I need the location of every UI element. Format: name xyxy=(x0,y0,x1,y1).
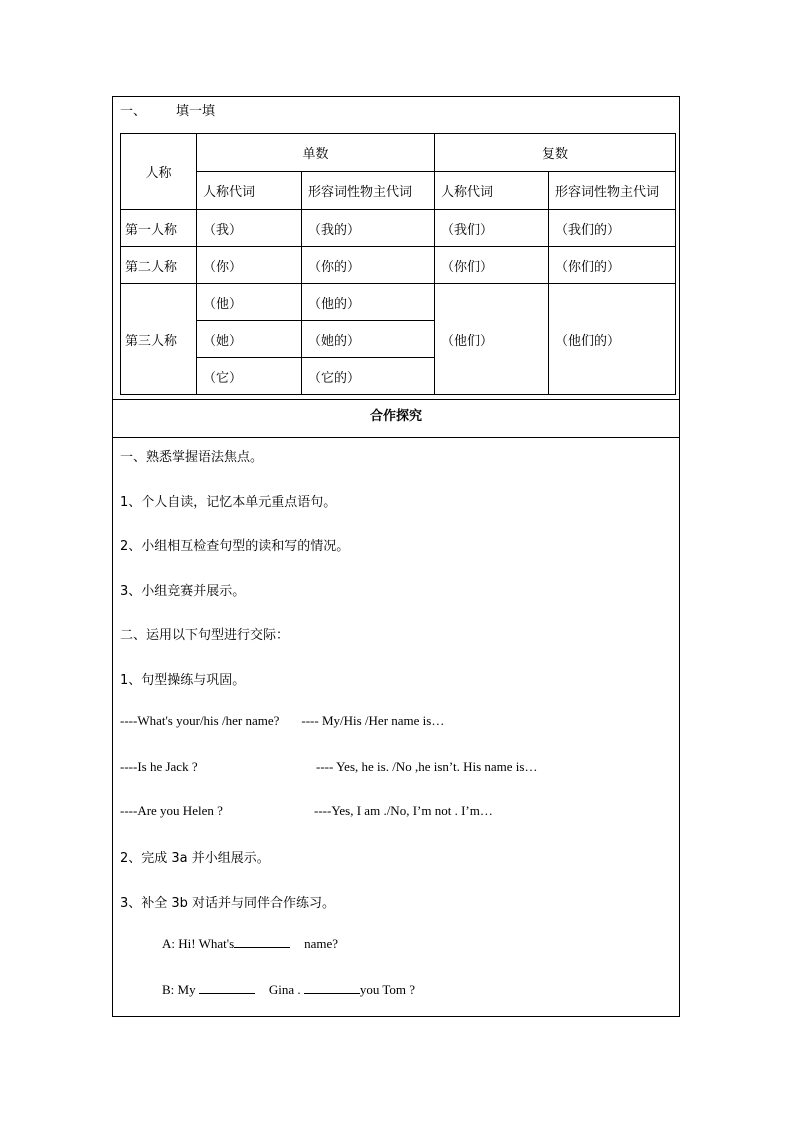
dialog-line xyxy=(120,759,537,775)
cell: （我们） xyxy=(435,210,549,247)
dialog-line xyxy=(120,803,493,819)
exercise-line-b xyxy=(162,982,415,998)
dialog-line xyxy=(120,713,444,729)
text-line: 2、小组相互检查句型的读和写的情况。 xyxy=(120,539,350,554)
head-plural: 复数 xyxy=(435,134,676,172)
divider xyxy=(112,399,680,400)
cell: （他的） xyxy=(302,284,435,321)
text-line: 1、句型操练与巩固。 xyxy=(120,673,246,688)
cell: （我） xyxy=(197,210,302,247)
exercise-text: you Tom ? xyxy=(359,982,416,997)
text-line: 2、完成 3a 并小组展示。 xyxy=(120,851,270,866)
cell: （他们的） xyxy=(549,284,676,395)
row-label: 第三人称 xyxy=(121,284,197,395)
sub-poss-plural: 形容词性物主代词 xyxy=(549,172,676,210)
cell: （你们的） xyxy=(549,247,676,284)
cell: （它的） xyxy=(302,358,435,395)
dialog-question: ----Are you Helen ? xyxy=(120,803,223,818)
text-line: 3、小组竞赛并展示。 xyxy=(120,584,246,599)
table-row xyxy=(121,284,676,321)
cell: （她） xyxy=(197,321,302,358)
exercise-line-a xyxy=(162,936,338,952)
text-line: 1、个人自读，记忆本单元重点语句。 xyxy=(120,495,337,510)
cell: （你们） xyxy=(435,247,549,284)
cell: （他们） xyxy=(435,284,549,395)
cell: （她的） xyxy=(302,321,435,358)
section-title: 合作探究 xyxy=(369,409,422,424)
divider xyxy=(112,437,680,438)
fill-blank[interactable] xyxy=(304,982,360,994)
sub-pron-singular: 人称代词 xyxy=(197,172,302,210)
pronoun-table xyxy=(120,133,676,395)
text-line: 二、运用以下句型进行交际： xyxy=(120,628,290,643)
dialog-answer: ----Yes, I am ./No, I’m not . I’m… xyxy=(314,803,493,818)
text-line: 3、补全 3b 对话并与同伴合作练习。 xyxy=(120,896,336,911)
cell: （它） xyxy=(197,358,302,395)
text-line: 一、熟悉掌握语法焦点。 xyxy=(120,450,264,465)
dialog-answer: ---- Yes, he is. /No ,he isn’t. His name is… xyxy=(316,759,538,774)
row-label: 第二人称 xyxy=(121,247,197,284)
dialog-answer: ---- My/His /Her name is… xyxy=(301,713,445,728)
exercise-text: Gina . xyxy=(268,982,301,997)
cell: （你） xyxy=(197,247,302,284)
sub-poss-singular: 形容词性物主代词 xyxy=(302,172,435,210)
dialog-question: ----Is he Jack ? xyxy=(120,759,198,774)
fill-blank[interactable] xyxy=(199,982,255,994)
section-header xyxy=(120,100,215,119)
cell: （他） xyxy=(197,284,302,321)
row-label: 第一人称 xyxy=(121,210,197,247)
exercise-text: A: Hi! What's xyxy=(162,936,235,951)
sub-pron-plural: 人称代词 xyxy=(435,172,549,210)
section-number: 一、 xyxy=(120,104,147,119)
head-person: 人称 xyxy=(121,134,197,210)
table-row xyxy=(121,210,676,247)
section-heading: 填一填 xyxy=(176,104,216,119)
dialog-question: ----What's your/his /her name? xyxy=(120,713,280,728)
cell: （我的） xyxy=(302,210,435,247)
exercise-text: name? xyxy=(304,936,339,951)
fill-blank[interactable] xyxy=(234,936,290,948)
cell: （我们的） xyxy=(549,210,676,247)
exercise-text: B: My xyxy=(162,982,196,997)
cell: （你的） xyxy=(302,247,435,284)
table-row xyxy=(121,247,676,284)
head-singular: 单数 xyxy=(197,134,435,172)
